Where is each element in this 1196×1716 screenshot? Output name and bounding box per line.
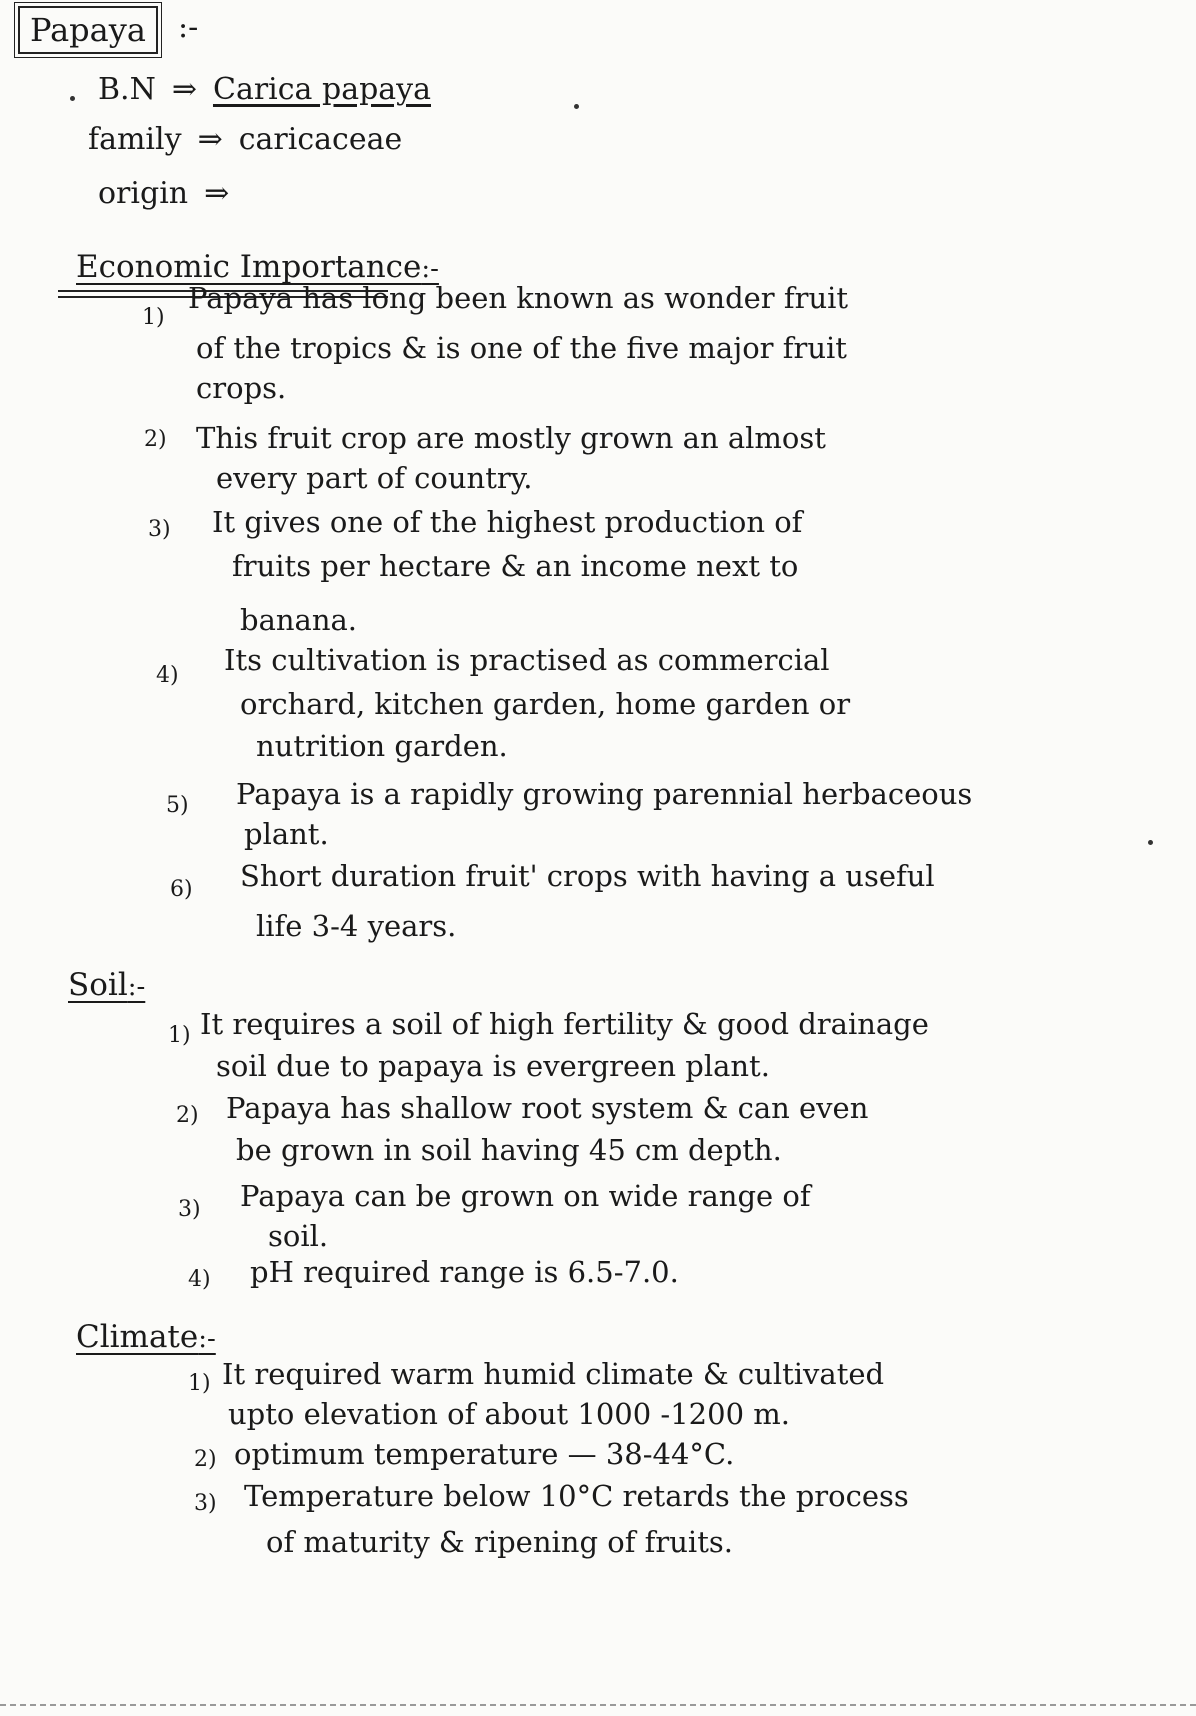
- list-item: [256, 726, 508, 766]
- list-item: [240, 600, 357, 640]
- item-number: 1): [168, 1023, 191, 1048]
- list-item: [200, 1004, 929, 1044]
- item-line: pH required range is 6.5-7.0.: [250, 1255, 679, 1289]
- fact-value: Carica papaya: [212, 72, 431, 107]
- item-line: upto elevation of about 1000 -1200 m.: [228, 1397, 790, 1431]
- list-item: [228, 1394, 790, 1434]
- page-edge: [0, 1704, 1196, 1706]
- item-line: of the tropics & is one of the five major fruit: [196, 331, 847, 365]
- title-text: Papaya: [30, 11, 146, 49]
- list-item: [240, 1176, 811, 1216]
- item-number: 3): [178, 1197, 201, 1222]
- item-line: orchard, kitchen garden, home garden or: [240, 687, 851, 721]
- fact-botanical-name: [98, 72, 431, 108]
- fact-label: family: [88, 122, 182, 157]
- fact-origin: [98, 176, 245, 212]
- item-line: fruits per hectare & an income next to: [232, 549, 799, 583]
- item-line: Temperature below 10°C retards the process: [244, 1479, 909, 1513]
- item-line: This fruit crop are mostly grown an almost: [196, 421, 826, 455]
- list-item: [216, 1046, 770, 1086]
- item-line: soil due to papaya is evergreen plant.: [216, 1049, 770, 1083]
- heading-text: Climate: [76, 1319, 199, 1355]
- list-item: [240, 856, 935, 896]
- arrow-icon: ⇒: [197, 122, 223, 157]
- item-number: 1): [142, 305, 165, 330]
- fact-family: [88, 122, 402, 158]
- list-item: [226, 1088, 868, 1128]
- item-line: Papaya has shallow root system & can even: [226, 1091, 869, 1125]
- heading-suffix: :-: [198, 1324, 216, 1354]
- item-line: Papaya is a rapidly growing parennial herbaceous: [236, 777, 973, 811]
- scan-speck: [574, 104, 579, 109]
- list-item: [196, 418, 826, 458]
- section-heading-climate: [76, 1318, 216, 1358]
- arrow-icon: ⇒: [171, 72, 197, 107]
- item-line: Short duration fruit' crops with having a useful: [240, 859, 935, 893]
- list-item: [232, 546, 798, 586]
- scan-speck: [70, 96, 75, 101]
- section-heading-soil: [68, 966, 145, 1006]
- list-item: [234, 1434, 734, 1474]
- item-line: Its cultivation is practised as commercial: [224, 643, 830, 677]
- list-item: [236, 1130, 782, 1170]
- list-item: [188, 278, 848, 318]
- item-line: nutrition garden.: [256, 729, 508, 763]
- list-item: [266, 1522, 733, 1562]
- title-suffix: :-: [178, 10, 199, 45]
- list-item: [256, 906, 456, 946]
- item-number: 2): [144, 427, 167, 452]
- item-line: be grown in soil having 45 cm depth.: [236, 1133, 782, 1167]
- item-line: crops.: [196, 371, 287, 405]
- item-line: It gives one of the highest production of: [212, 505, 803, 539]
- item-line: Papaya can be grown on wide range of: [240, 1179, 811, 1213]
- item-line: banana.: [240, 603, 358, 637]
- fact-value: caricaceae: [238, 122, 403, 157]
- item-line: soil.: [268, 1219, 329, 1253]
- list-item: [236, 774, 972, 814]
- item-line: It requires a soil of high fertility & good drainage: [200, 1007, 929, 1041]
- list-item: [244, 814, 329, 854]
- list-item: [268, 1216, 328, 1256]
- item-number: 4): [156, 663, 179, 688]
- list-item: [240, 684, 850, 724]
- item-number: 2): [194, 1447, 217, 1472]
- heading-suffix: :-: [421, 254, 439, 284]
- item-number: 1): [188, 1371, 211, 1396]
- list-item: [216, 458, 533, 498]
- item-number: 6): [170, 877, 193, 902]
- item-line: plant.: [244, 817, 329, 851]
- item-number: 5): [166, 793, 189, 818]
- item-line: life 3-4 years.: [256, 909, 457, 943]
- item-number: 3): [148, 517, 171, 542]
- heading-suffix: :-: [127, 972, 146, 1002]
- list-item: [222, 1354, 884, 1394]
- list-item: [196, 368, 286, 408]
- item-number: 2): [176, 1103, 199, 1128]
- list-item: [212, 502, 802, 542]
- heading-text: Economic Importance: [76, 249, 422, 285]
- item-number: 4): [188, 1267, 211, 1292]
- fact-label: B.N: [98, 72, 156, 107]
- item-number: 3): [194, 1491, 217, 1516]
- list-item: [244, 1476, 909, 1516]
- item-line: every part of country.: [216, 461, 533, 495]
- arrow-icon: ⇒: [204, 176, 230, 211]
- list-item: [196, 328, 847, 368]
- scan-speck: [1148, 840, 1153, 845]
- heading-text: Soil: [68, 967, 128, 1003]
- item-line: optimum temperature — 38-44°C.: [234, 1437, 735, 1471]
- item-line: It required warm humid climate & cultivated: [222, 1357, 885, 1391]
- list-item: [224, 640, 830, 680]
- fact-label: origin: [98, 176, 189, 211]
- item-line: Papaya has long been known as wonder fruit: [188, 281, 849, 315]
- item-line: of maturity & ripening of fruits.: [266, 1525, 733, 1559]
- list-item: [250, 1252, 679, 1292]
- page-title: [18, 6, 158, 54]
